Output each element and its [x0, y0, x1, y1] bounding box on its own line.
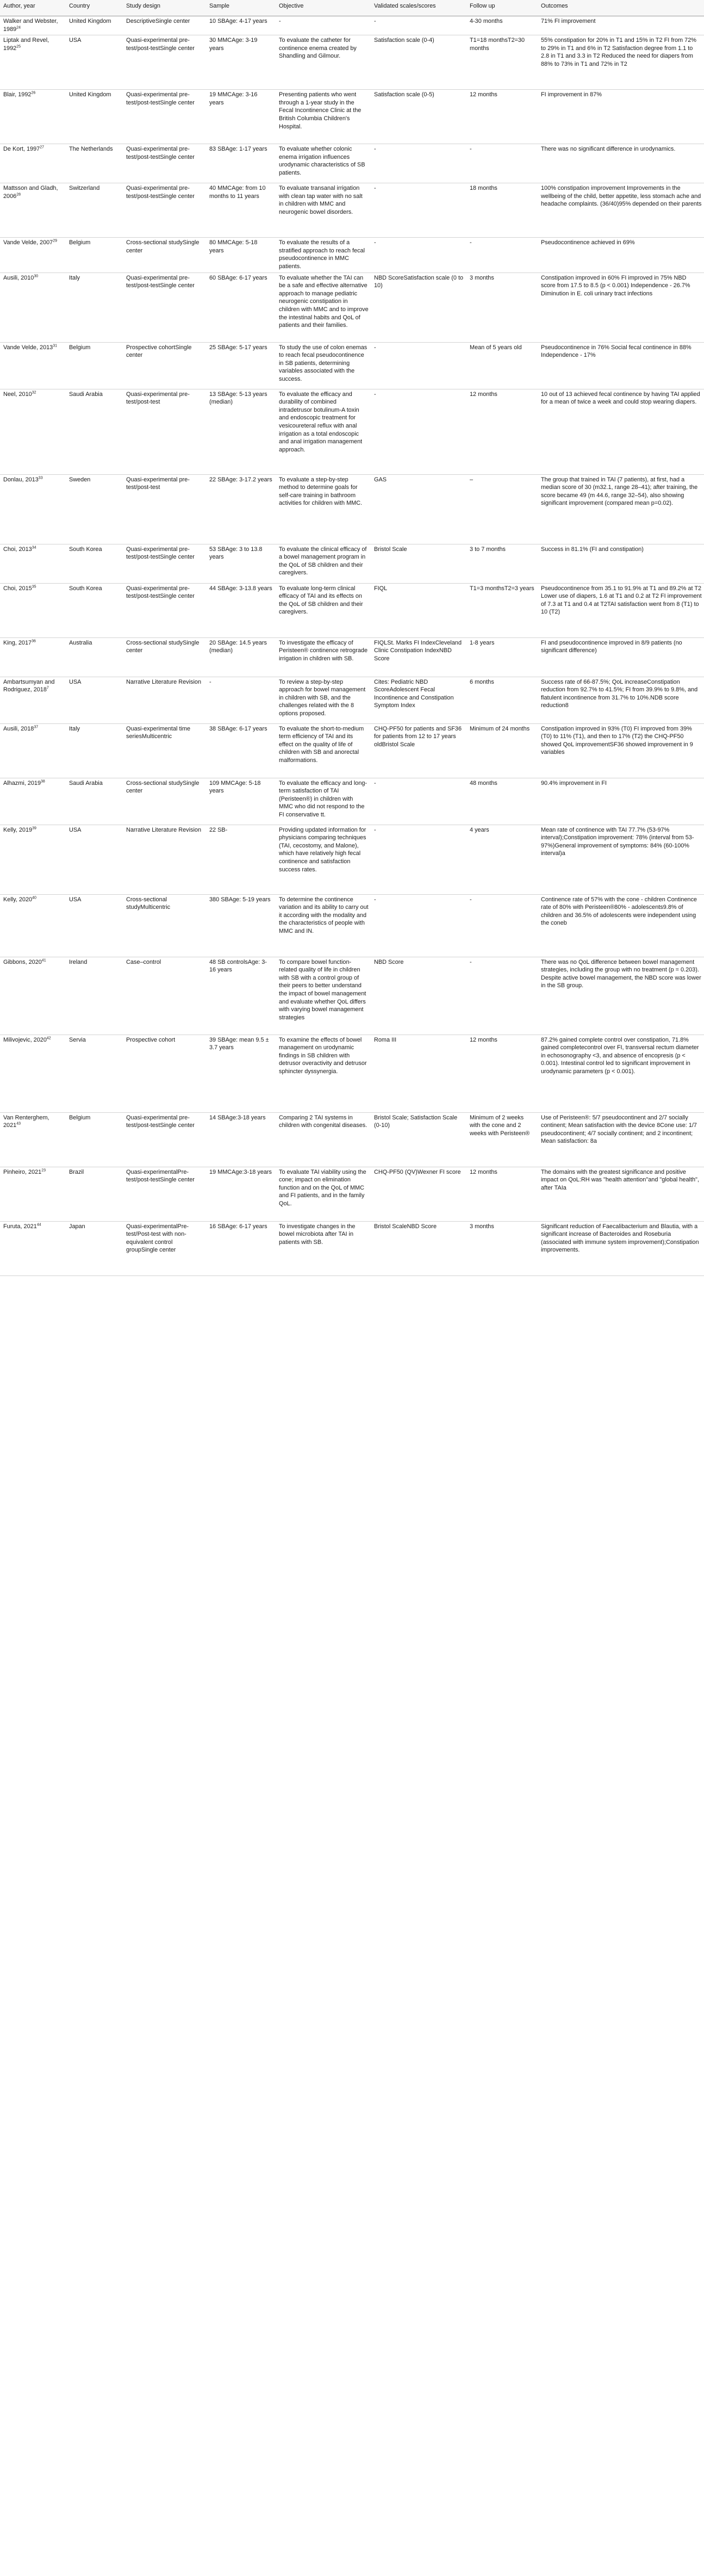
cell-objective: To evaluate the results of a stratified approach to reach fecal pseudocontinence in MMC patients.: [276, 238, 371, 273]
table-row: [0, 183, 704, 238]
table-row: [0, 144, 704, 183]
cell-validated-scales: Satisfaction scale (0-5): [371, 90, 466, 144]
cell-country: Australia: [66, 637, 123, 677]
cell-sample: 20 SBAge: 14.5 years (median): [206, 637, 276, 677]
reference-number: 38: [41, 779, 45, 783]
cell-validated-scales: CHQ-PF50 for patients and SF36 for patients from 12 to 17 years oldBristol Scale: [371, 723, 466, 778]
cell-study-design: Narrative Literature Revision: [123, 825, 206, 894]
author-text: Liptak and Revel, 1992: [3, 37, 49, 52]
reference-number: 35: [32, 584, 36, 589]
cell-sample: 53 SBAge: 3 to 13.8 years: [206, 544, 276, 583]
cell-author: [0, 1112, 66, 1167]
cell-country: USA: [66, 35, 123, 90]
cell-follow-up: –: [466, 474, 538, 544]
cell-outcomes: There was no QoL difference between bowel management strategies, including the group with no treatment (p = 0.203). Despite active bowel management, the NBD score was lower in the SB group.: [538, 957, 704, 1035]
author-text: Vande Velde, 2007: [3, 239, 53, 246]
cell-sample: 48 SB controlsAge: 3-16 years: [206, 957, 276, 1035]
cell-study-design: Cross-sectional studySingle center: [123, 778, 206, 825]
table-row: [0, 1035, 704, 1112]
author-text: Ambartsumyan and Rodriguez, 2018: [3, 678, 55, 693]
cell-objective: To examine the effects of bowel management on urodynamic findings in SB children with detrusor overactivity and detrusor sphincter dyssynergia.: [276, 1035, 371, 1112]
cell-sample: 22 SBAge: 3-17.2 years: [206, 474, 276, 544]
cell-study-design: Narrative Literature Revision: [123, 677, 206, 723]
cell-objective: To evaluate TAI viability using the cone; impact on elimination function and on the QoL of MMC and FI patients, and in the family QoL.: [276, 1167, 371, 1221]
cell-outcomes: The group that trained in TAI (7 patients), at first, had a median score of 30 (m32.1, range 28–41); after training, the score became 49 (m 44.6, range 32–54), also showing significant improvement (compared mean p=0.02).: [538, 474, 704, 544]
cell-sample: 80 MMCAge: 5-18 years: [206, 238, 276, 273]
cell-study-design: Quasi-experimental time seriesMulticentric: [123, 723, 206, 778]
table-row: [0, 1221, 704, 1275]
cell-objective: To evaluate the clinical efficacy of a bowel management program in the QoL of SB children and their caregivers.: [276, 544, 371, 583]
cell-objective: To evaluate the catheter for continence enema created by Shandling and Gilmour.: [276, 35, 371, 90]
reference-number: 34: [32, 545, 36, 549]
reference-number: 23: [41, 1168, 46, 1172]
cell-validated-scales: NBD ScoreSatisfaction scale (0 to 10): [371, 273, 466, 342]
author-text: King, 2017: [3, 639, 32, 646]
table-row: [0, 544, 704, 583]
reference-number: 33: [38, 475, 43, 480]
cell-outcomes: Continence rate of 57% with the cone - children Continence rate of 80% with Peristeen®80% - adolescents9.8% of children and 36.5% of adolescents were independent using the coneb: [538, 894, 704, 957]
cell-objective: To evaluate transanal irrigation with clean tap water with no salt in children with MMC and neurogenic bowel disorders.: [276, 183, 371, 238]
cell-author: [0, 1167, 66, 1221]
cell-sample: 60 SBAge: 6-17 years: [206, 273, 276, 342]
cell-study-design: Prospective cohort: [123, 1035, 206, 1112]
cell-outcomes: The domains with the greatest significance and positive impact on QoL:RH was "health attention"and "global health", after TAIa: [538, 1167, 704, 1221]
cell-sample: 10 SBAge: 4-17 years: [206, 16, 276, 35]
cell-country: South Korea: [66, 583, 123, 637]
reference-number: 31: [53, 343, 58, 348]
cell-objective: To investigate the efficacy of Peristeen® continence retrograde irrigation in children with SB.: [276, 637, 371, 677]
cell-study-design: Prospective cohortSingle center: [123, 342, 206, 389]
cell-outcomes: Success in 81.1% (FI and constipation): [538, 544, 704, 583]
cell-country: Switzerland: [66, 183, 123, 238]
cell-author: [0, 35, 66, 90]
cell-objective: Providing updated information for physicians comparing techniques (TAI, cecostomy, and Malone), which have relatively high fecal continence and satisfaction success rates.: [276, 825, 371, 894]
cell-outcomes: FI and pseudocontinence improved in 8/9 patients (no significant difference): [538, 637, 704, 677]
table-body: [0, 16, 704, 1276]
cell-author: [0, 238, 66, 273]
reference-number: 32: [32, 390, 36, 394]
cell-validated-scales: -: [371, 183, 466, 238]
author-text: Milivojevic, 2020: [3, 1036, 47, 1043]
cell-sample: 30 MMCAge: 3-19 years: [206, 35, 276, 90]
cell-objective: To evaluate the efficacy and long-term satisfaction of TAI (Peristeen®) in children with MMC who did not respond to the FI conservative tt.: [276, 778, 371, 825]
cell-validated-scales: -: [371, 778, 466, 825]
reference-number: 44: [36, 1222, 41, 1227]
cell-author: [0, 144, 66, 183]
cell-follow-up: 3 months: [466, 273, 538, 342]
cell-outcomes: Mean rate of continence with TAI 77.7% (53-97% interval);Constipation improvement: 78% (interval from 53-97%)General improvement of symptoms: 84% (60-100% interval)a: [538, 825, 704, 894]
cell-validated-scales: GAS: [371, 474, 466, 544]
cell-study-design: Quasi-experimental pre-test/post-testSingle center: [123, 583, 206, 637]
author-text: Walker and Webster, 1989: [3, 18, 58, 33]
cell-follow-up: 1-8 years: [466, 637, 538, 677]
cell-validated-scales: Bristol Scale: [371, 544, 466, 583]
cell-validated-scales: -: [371, 894, 466, 957]
author-text: Choi, 2015: [3, 585, 32, 592]
cell-sample: 14 SBAge:3-18 years: [206, 1112, 276, 1167]
cell-sample: 44 SBAge: 3-13.8 years: [206, 583, 276, 637]
cell-author: [0, 723, 66, 778]
table-row: [0, 273, 704, 342]
cell-validated-scales: -: [371, 16, 466, 35]
author-text: Furuta, 2021: [3, 1223, 37, 1230]
cell-validated-scales: Cites: Pediatric NBD ScoreAdolescent Fecal Incontinence and Constipation Symptom Index: [371, 677, 466, 723]
cell-objective: To evaluate whether colonic enema irrigation influences urodynamic characteristics of SB patients.: [276, 144, 371, 183]
cell-country: Belgium: [66, 342, 123, 389]
cell-study-design: Quasi-experimental pre-test/post-testSingle center: [123, 544, 206, 583]
cell-author: [0, 1035, 66, 1112]
header-row: [0, 0, 704, 16]
author-text: Ausili, 2010: [3, 274, 34, 281]
cell-study-design: Cross-sectional studySingle center: [123, 238, 206, 273]
cell-follow-up: 6 months: [466, 677, 538, 723]
cell-sample: 83 SBAge: 1-17 years: [206, 144, 276, 183]
cell-validated-scales: -: [371, 825, 466, 894]
cell-sample: 19 MMCAge:3-18 years: [206, 1167, 276, 1221]
cell-follow-up: T1=3 monthsT2=3 years: [466, 583, 538, 637]
cell-author: [0, 778, 66, 825]
cell-study-design: Quasi-experimental pre-test/post-testSingle center: [123, 183, 206, 238]
cell-country: United Kingdom: [66, 90, 123, 144]
cell-study-design: Cross-sectional studyMulticentric: [123, 894, 206, 957]
cell-author: [0, 183, 66, 238]
cell-follow-up: Mean of 5 years old: [466, 342, 538, 389]
cell-sample: 40 MMCAge: from 10 months to 11 years: [206, 183, 276, 238]
table-row: [0, 16, 704, 35]
cell-follow-up: 4 years: [466, 825, 538, 894]
table-row: [0, 894, 704, 957]
cell-objective: Comparing 2 TAI systems in children with congenital diseases.: [276, 1112, 371, 1167]
cell-follow-up: -: [466, 144, 538, 183]
reference-number: 7: [46, 686, 49, 690]
cell-validated-scales: -: [371, 144, 466, 183]
cell-validated-scales: -: [371, 389, 466, 474]
cell-country: The Netherlands: [66, 144, 123, 183]
cell-author: [0, 273, 66, 342]
cell-author: [0, 894, 66, 957]
header-author: Author, year: [0, 0, 66, 16]
header-study-design: Study design: [123, 0, 206, 16]
table-row: [0, 583, 704, 637]
author-text: Donlau, 2013: [3, 476, 39, 483]
cell-author: [0, 544, 66, 583]
table-row: [0, 637, 704, 677]
cell-study-design: Case–control: [123, 957, 206, 1035]
cell-outcomes: Pseudocontinence in 76% Social fecal continence in 88% Independence - 17%: [538, 342, 704, 389]
header-country: Country: [66, 0, 123, 16]
cell-author: [0, 583, 66, 637]
reference-number: 30: [34, 274, 39, 278]
cell-country: USA: [66, 894, 123, 957]
author-text: Choi, 2013: [3, 546, 32, 553]
cell-outcomes: Constipation improved in 60% FI improved in 75% NBD score from 17.5 to 8.5 (p < 0.001) Independence - 26.7% Diminution in E. coli urinary tract infections: [538, 273, 704, 342]
table-row: [0, 342, 704, 389]
cell-study-design: Quasi-experimentalPre-test/post-testSingle center: [123, 1167, 206, 1221]
cell-follow-up: 18 months: [466, 183, 538, 238]
cell-country: Saudi Arabia: [66, 389, 123, 474]
author-text: De Kort, 1997: [3, 146, 40, 153]
reference-number: 24: [16, 25, 21, 29]
cell-outcomes: 71% FI improvement: [538, 16, 704, 35]
reference-number: 29: [53, 239, 58, 243]
cell-follow-up: 12 months: [466, 389, 538, 474]
cell-objective: To evaluate the efficacy and durability of combined intradetrusor botulinum-A toxin and endoscopic treatment for vesicoureteral reflux with anal irrigation as a total endoscopic and anal irrigation management approach.: [276, 389, 371, 474]
cell-objective: Presenting patients who went through a 1-year study in the Fecal Incontinence Clinic at the British Columbia Children's Hospital.: [276, 90, 371, 144]
cell-objective: To evaluate the short-to-medium term efficiency of TAI and its effect on the quality of life of children with SB and anorectal malformations.: [276, 723, 371, 778]
cell-objective: To evaluate whether the TAI can be a safe and effective alternative approach to manage pediatric neurogenic constipation in children with MMC and to improve the intestinal habits and QoL of patients and their families.: [276, 273, 371, 342]
cell-sample: 25 SBAge: 5-17 years: [206, 342, 276, 389]
cell-country: Brazil: [66, 1167, 123, 1221]
author-text: Gibbons, 2020: [3, 958, 42, 965]
cell-objective: -: [276, 16, 371, 35]
cell-outcomes: Use of Peristeen®: 5/7 pseudocontinent and 2/7 socially continent; Mean satisfaction with the device 8Cone use: 1/7 pseudocontinent; 4/7 socially continent; and 2 incontinent; Mean satisfaction: 8a: [538, 1112, 704, 1167]
table-row: [0, 778, 704, 825]
author-text: Pinheiro, 2021: [3, 1168, 42, 1175]
table-row: [0, 90, 704, 144]
cell-objective: To evaluate a step-by-step method to determine goals for self-care training in bathroom activities for children with MMC.: [276, 474, 371, 544]
cell-country: Italy: [66, 273, 123, 342]
cell-follow-up: 12 months: [466, 90, 538, 144]
cell-study-design: Quasi-experimental pre-test/post-testSingle center: [123, 144, 206, 183]
author-text: Blair, 1992: [3, 91, 32, 98]
cell-sample: 13 SBAge: 5-13 years (median): [206, 389, 276, 474]
cell-outcomes: Significant reduction of Faecalibacterium and Blautia, with a significant increase of Bacteroides and Roseburia (associated with immune system improvement);Constipation improvements.: [538, 1221, 704, 1275]
cell-author: [0, 474, 66, 544]
cell-outcomes: There was no significant difference in urodynamics.: [538, 144, 704, 183]
reference-number: 36: [32, 639, 36, 643]
cell-sample: 19 MMCAge: 3-16 years: [206, 90, 276, 144]
author-text: Kelly, 2019: [3, 826, 33, 833]
reference-number: 42: [46, 1036, 51, 1040]
cell-sample: 109 MMCAge: 5-18 years: [206, 778, 276, 825]
cell-outcomes: 87.2% gained complete control over constipation, 71.8% gained completecontrol over FI, transversal rectum diameter in echosonography <3, and absence of encopresis (p < 0.001). Intestinal control led to significant improvement in urodynamic parameters (p < 0.001).: [538, 1035, 704, 1112]
reference-number: 41: [41, 958, 46, 962]
reference-number: 28: [16, 193, 21, 197]
cell-outcomes: 10 out of 13 achieved fecal continence by having TAI applied for a mean of twice a week and could stop wearing diapers.: [538, 389, 704, 474]
cell-follow-up: T1=18 monthsT2=30 months: [466, 35, 538, 90]
cell-follow-up: 3 months: [466, 1221, 538, 1275]
cell-objective: To review a step-by-step approach for bowel management in children with SB, and the challenges related with the 8 options proposed.: [276, 677, 371, 723]
cell-study-design: Quasi-experimental pre-test/post-testSingle center: [123, 90, 206, 144]
cell-outcomes: 90.4% improvement in FI: [538, 778, 704, 825]
cell-author: [0, 677, 66, 723]
cell-outcomes: Pseudocontinence from 35.1 to 91.9% at T1 and 89.2% at T2 Lower use of diapers, 1.6 at T1 and 0.2 at T2 FI improvement of 7.3 at T1 and 0.4 at T2TAI satisfaction went from 8 (T1) to 10 (T2): [538, 583, 704, 637]
cell-validated-scales: CHQ-PF50 (QV)Wexner FI score: [371, 1167, 466, 1221]
cell-follow-up: 12 months: [466, 1035, 538, 1112]
cell-outcomes: FI improvement in 87%: [538, 90, 704, 144]
table-row: [0, 474, 704, 544]
cell-outcomes: Success rate of 66-87.5%; QoL increaseConstipation reduction from 92.7% to 41.5%; FI from 39.9% to 9.8%, and flatulent incontinence from 31.7% to 10%.NDB score reduction8: [538, 677, 704, 723]
cell-sample: 380 SBAge: 5-19 years: [206, 894, 276, 957]
cell-author: [0, 16, 66, 35]
cell-validated-scales: NBD Score: [371, 957, 466, 1035]
cell-country: South Korea: [66, 544, 123, 583]
author-text: Ausili, 2018: [3, 725, 34, 732]
reference-number: 27: [40, 145, 44, 150]
cell-country: Ireland: [66, 957, 123, 1035]
table-row: [0, 238, 704, 273]
reference-number: 43: [16, 1122, 21, 1126]
cell-country: Saudi Arabia: [66, 778, 123, 825]
cell-author: [0, 957, 66, 1035]
table-row: [0, 957, 704, 1035]
author-text: Neel, 2010: [3, 391, 32, 398]
cell-objective: To investigate changes in the bowel microbiota after TAI in patients with SB.: [276, 1221, 371, 1275]
cell-study-design: Quasi-experimental pre-test/post-testSingle center: [123, 35, 206, 90]
cell-country: Japan: [66, 1221, 123, 1275]
cell-follow-up: 4-30 months: [466, 16, 538, 35]
cell-author: [0, 825, 66, 894]
header-validated-scales: Validated scales/scores: [371, 0, 466, 16]
cell-follow-up: 48 months: [466, 778, 538, 825]
table-row: [0, 677, 704, 723]
cell-study-design: DescriptiveSingle center: [123, 16, 206, 35]
cell-objective: To evaluate long-term clinical efficacy of TAI and its effects on the QoL of SB children and their caregivers.: [276, 583, 371, 637]
cell-country: Belgium: [66, 238, 123, 273]
header-follow-up: Follow up: [466, 0, 538, 16]
cell-sample: 16 SBAge: 6-17 years: [206, 1221, 276, 1275]
author-text: Alhazmi, 2019: [3, 779, 41, 787]
table-row: [0, 35, 704, 90]
author-text: Vande Velde, 2013: [3, 344, 53, 351]
header-outcomes: Outcomes: [538, 0, 704, 16]
cell-objective: To determine the continence variation and its ability to carry out it according with the modality and the characteristics of people with MMC and IN.: [276, 894, 371, 957]
cell-validated-scales: Satisfaction scale (0-4): [371, 35, 466, 90]
cell-outcomes: 55% constipation for 20% in T1 and 15% in T2 FI from 72% to 29% in T1 and 6% in T2 Satisfaction degree from 1.1 to 2.8 in T1 and 3.3 in T2 Reduced the need for diapers from 88% to 73% in T1 and 72% in T2: [538, 35, 704, 90]
cell-author: [0, 90, 66, 144]
cell-validated-scales: Bristol ScaleNBD Score: [371, 1221, 466, 1275]
cell-author: [0, 637, 66, 677]
cell-outcomes: Constipation improved in 93% (T0) FI improved from 39% (T0) to 11% (T1), and then to 17% (T2) the CHQ-PF50 showed QoL improvementSF36 showed improvement in 9 variables: [538, 723, 704, 778]
cell-follow-up: Minimum of 2 weeks with the cone and 2 weeks with Peristeen®: [466, 1112, 538, 1167]
cell-objective: To compare bowel function-related quality of life in children with SB with a control group of their peers to better understand the impact of bowel management and evaluate whether QoL differs with varying bowel management strategies: [276, 957, 371, 1035]
cell-study-design: Quasi-experimental pre-test/post-test: [123, 389, 206, 474]
cell-country: USA: [66, 677, 123, 723]
cell-validated-scales: FIQLSt. Marks FI IndexCleveland Clinic Constipation IndexNBD Score: [371, 637, 466, 677]
cell-objective: To study the use of colon enemas to reach fecal pseudocontinence in SB patients, determining variables associated with the success.: [276, 342, 371, 389]
table-row: [0, 723, 704, 778]
cell-follow-up: -: [466, 957, 538, 1035]
table-header: [0, 0, 704, 16]
cell-sample: 22 SB-: [206, 825, 276, 894]
cell-follow-up: 12 months: [466, 1167, 538, 1221]
author-text: Mattsson and Gladh, 2006: [3, 185, 58, 200]
table-row: [0, 1112, 704, 1167]
cell-validated-scales: Bristol Scale; Satisfaction Scale (0-10): [371, 1112, 466, 1167]
cell-follow-up: 3 to 7 months: [466, 544, 538, 583]
cell-country: United Kingdom: [66, 16, 123, 35]
cell-country: Sweden: [66, 474, 123, 544]
reference-number: 39: [32, 826, 36, 830]
cell-author: [0, 342, 66, 389]
cell-sample: 39 SBAge: mean 9.5 ± 3.7 years: [206, 1035, 276, 1112]
cell-country: Servia: [66, 1035, 123, 1112]
author-text: Van Renterghem, 2021: [3, 1114, 49, 1129]
cell-study-design: Quasi-experimental pre-test/post-test: [123, 474, 206, 544]
cell-validated-scales: Roma III: [371, 1035, 466, 1112]
cell-study-design: Quasi-experimental pre-test/post-testSingle center: [123, 1112, 206, 1167]
cell-study-design: Quasi-experimentalPre-test/Post-test with non-equivalent control groupSingle center: [123, 1221, 206, 1275]
table-row: [0, 1167, 704, 1221]
cell-follow-up: Minimum of 24 months: [466, 723, 538, 778]
header-objective: Objective: [276, 0, 371, 16]
cell-follow-up: -: [466, 894, 538, 957]
cell-validated-scales: FIQL: [371, 583, 466, 637]
reference-number: 40: [32, 895, 36, 900]
cell-author: [0, 389, 66, 474]
cell-study-design: Quasi-experimental pre-test/post-testSingle center: [123, 273, 206, 342]
reference-number: 25: [16, 45, 21, 49]
reference-number: 37: [34, 725, 39, 729]
cell-outcomes: Pseudocontinence achieved in 69%: [538, 238, 704, 273]
cell-author: [0, 1221, 66, 1275]
table-row: [0, 825, 704, 894]
table-row: [0, 389, 704, 474]
header-sample: Sample: [206, 0, 276, 16]
cell-sample: -: [206, 677, 276, 723]
cell-country: Belgium: [66, 1112, 123, 1167]
cell-sample: 38 SBAge: 6-17 years: [206, 723, 276, 778]
cell-follow-up: -: [466, 238, 538, 273]
cell-country: USA: [66, 825, 123, 894]
cell-validated-scales: -: [371, 238, 466, 273]
author-text: Kelly, 2020: [3, 896, 33, 903]
cell-outcomes: 100% constipation improvement Improvements in the wellbeing of the child, better appetite, less stomach ache and headache complaints. (36/40)95% depended on their parents: [538, 183, 704, 238]
cell-study-design: Cross-sectional studySingle center: [123, 637, 206, 677]
cell-validated-scales: -: [371, 342, 466, 389]
cell-country: Italy: [66, 723, 123, 778]
studies-table: [0, 0, 704, 1276]
reference-number: 26: [31, 91, 36, 95]
